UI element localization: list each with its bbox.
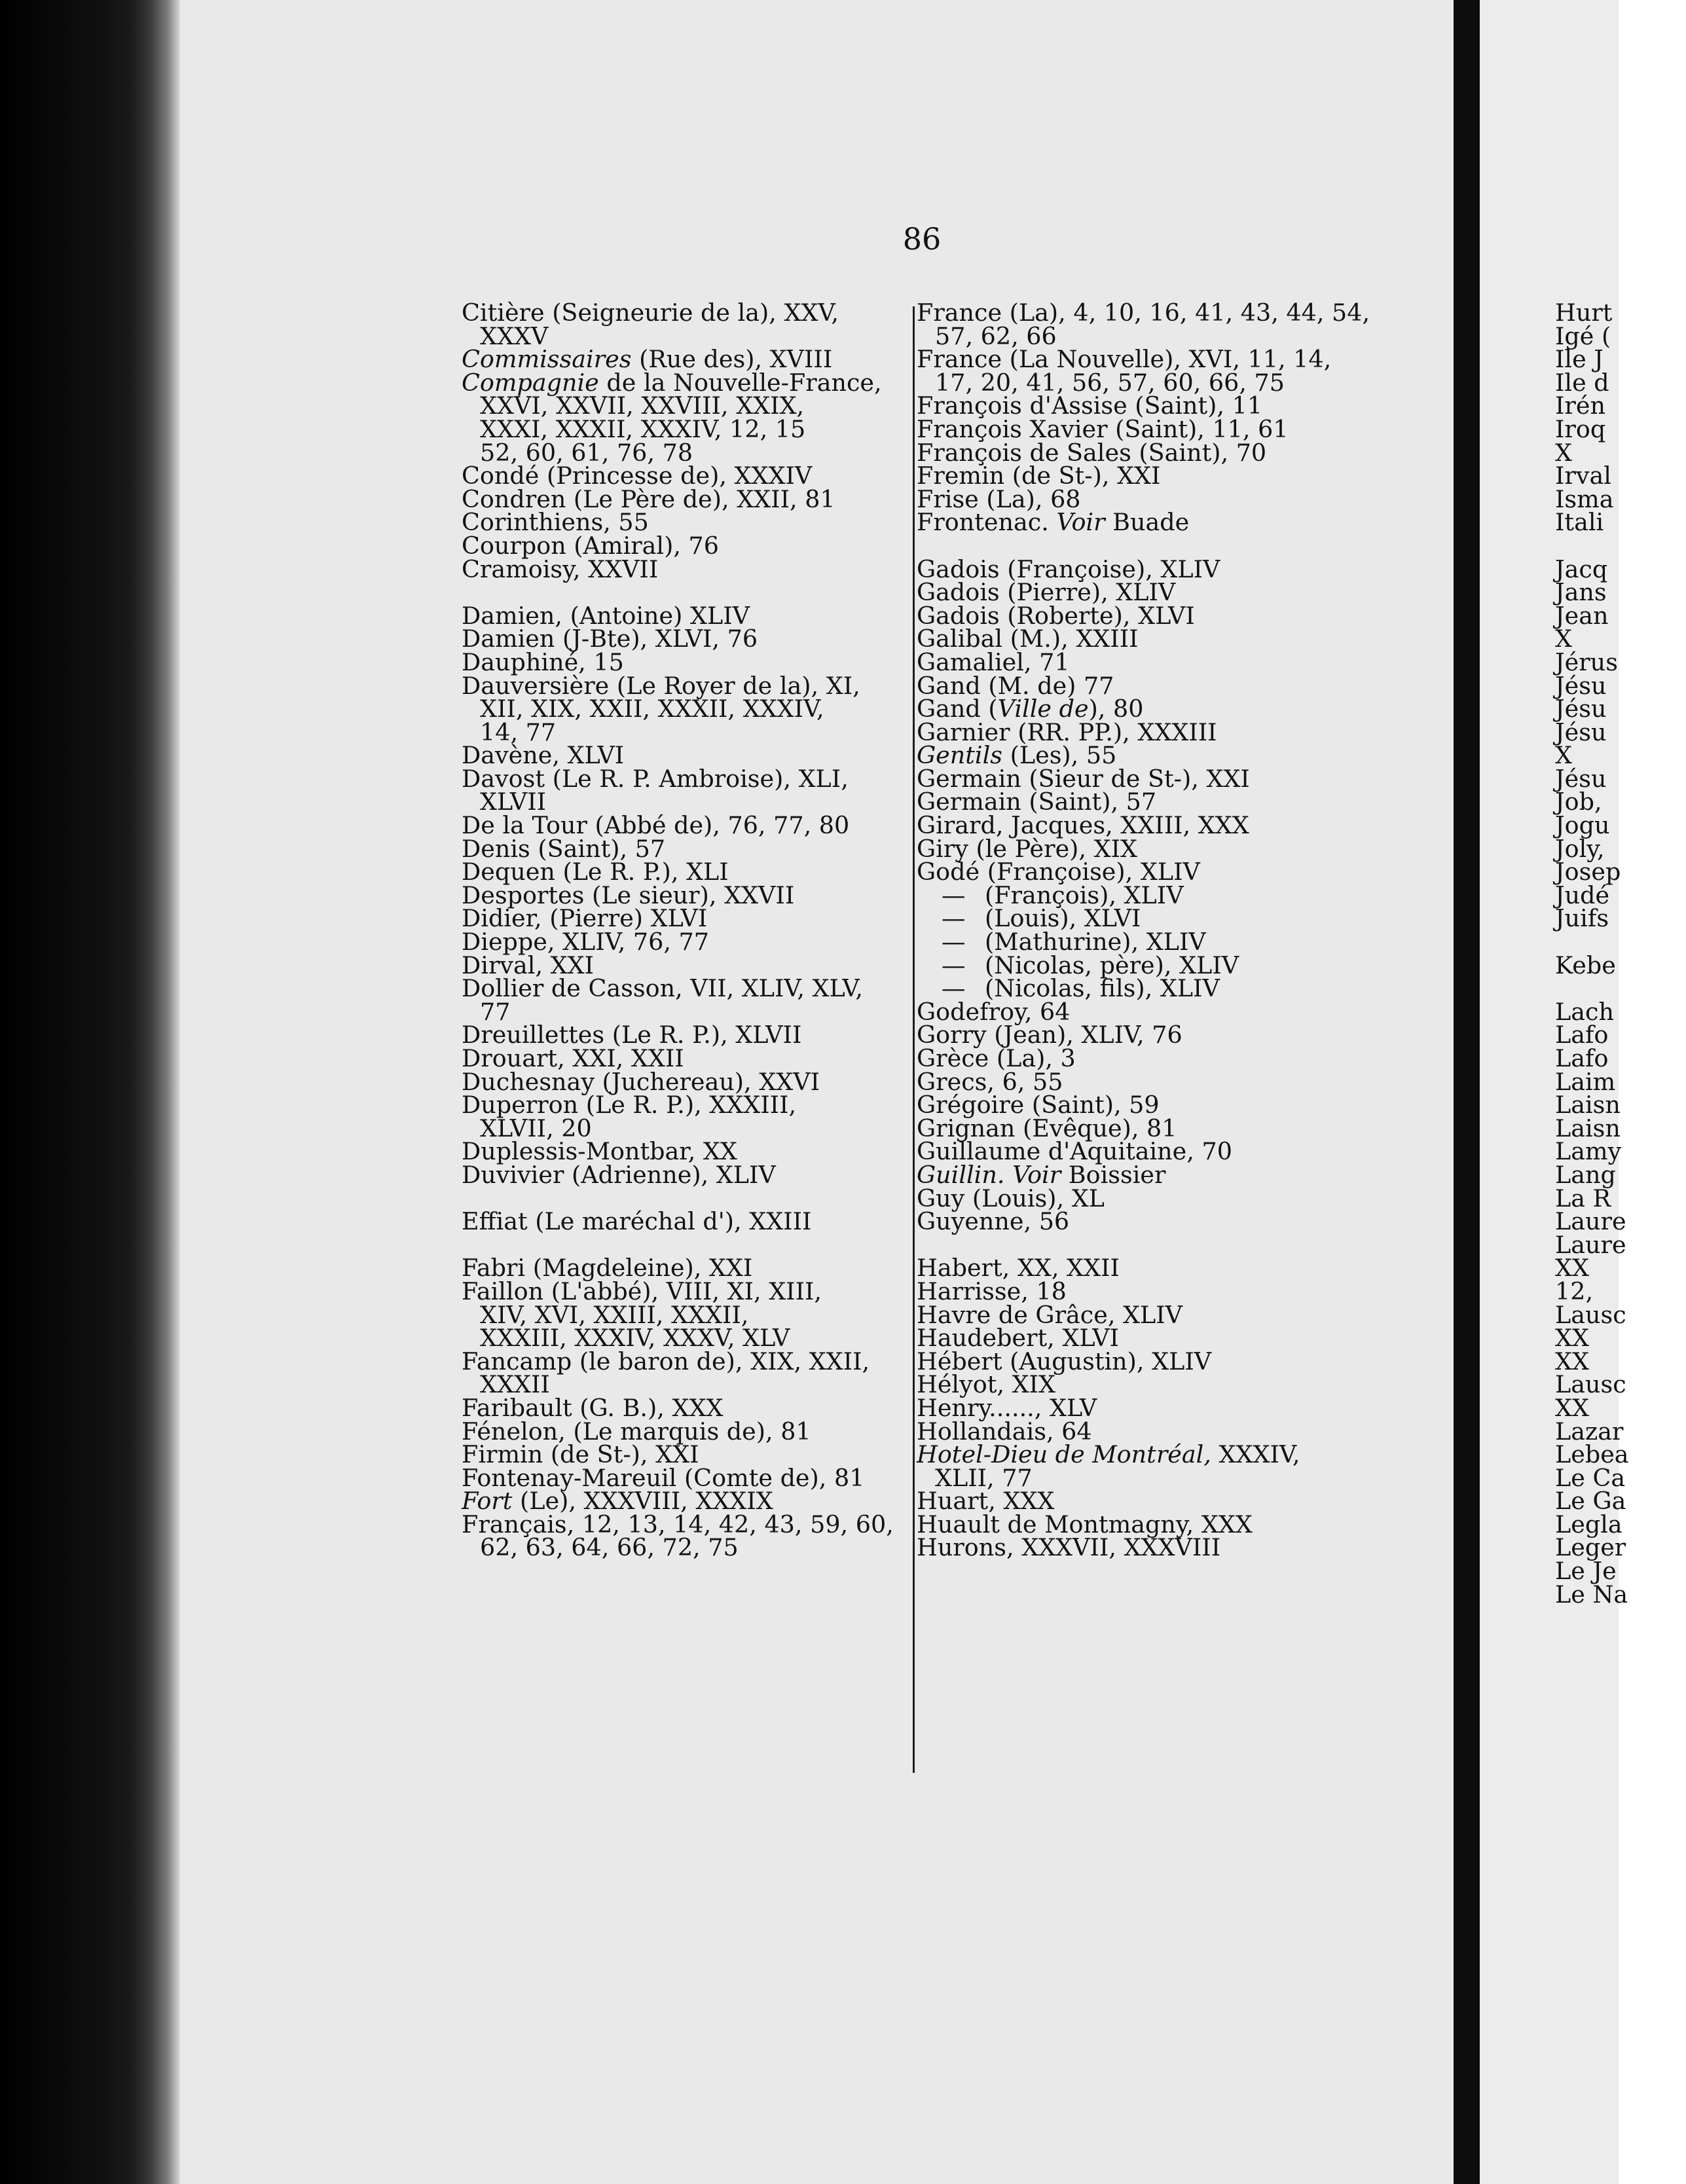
index-entry <box>462 1093 912 1117</box>
index-entry-text: Haudebert, XLVI <box>917 1324 1120 1353</box>
right-column-fragments <box>1555 299 1686 1609</box>
index-entry-text: Courpon (Amiral), 76 <box>462 531 719 560</box>
index-entry-text: Germain (Sieur de St-), XXI <box>917 764 1250 793</box>
scan-left-border <box>0 0 180 2184</box>
scan-gutter <box>1454 0 1480 2184</box>
index-entry <box>462 627 912 651</box>
index-entry-text: Dreuillettes (Le R. P.), XLVII <box>462 1021 802 1049</box>
index-entry <box>462 1254 912 1283</box>
index-entry-continuation <box>462 391 912 420</box>
index-entry-text: Grèce (La), 3 <box>917 1044 1076 1072</box>
adjacent-page-fragment: Job, <box>1555 788 1602 816</box>
index-entry-text: Fénelon, (Le marquis de), 81 <box>462 1417 811 1446</box>
index-entry-text: Gamaliel, 71 <box>917 647 1070 676</box>
adjacent-page-fragment: Hurt <box>1555 299 1613 327</box>
index-entry <box>462 1487 912 1516</box>
index-entry-part: (Les), 55 <box>1002 741 1117 770</box>
blank-line <box>462 1187 912 1210</box>
index-entry-text: (Nicolas, père), XLIV <box>985 951 1239 979</box>
index-entry-continuation <box>462 1300 912 1329</box>
index-entry-text: Condren (Le Père de), XXII, 81 <box>462 484 835 513</box>
index-entry <box>462 764 912 793</box>
adjacent-page-fragment: Jérus <box>1555 647 1618 676</box>
index-entry <box>917 834 1398 863</box>
adjacent-page-fragment: XX <box>1555 1393 1589 1422</box>
index-entry-continuation <box>462 718 912 746</box>
adjacent-page-fragment: Ile d <box>1555 368 1609 397</box>
index-entry <box>462 904 912 933</box>
adjacent-page-fragment: XX <box>1555 1347 1589 1375</box>
index-entry-text: 17, 20, 41, 56, 57, 60, 66, 75 <box>935 368 1285 397</box>
index-entry-part: Gentils <box>917 741 1003 770</box>
ditto-dash: — <box>942 928 966 956</box>
index-entry-text: Duvivier (Adrienne), XLIV <box>462 1160 776 1189</box>
index-entry <box>917 391 1398 420</box>
index-entry-text: Gadois (Françoise), XLIV <box>917 555 1220 583</box>
index-entry-part: Boissier <box>1061 1160 1166 1189</box>
adjacent-page-fragment <box>1555 534 1686 558</box>
index-entry <box>462 1463 912 1492</box>
index-entry <box>462 345 912 374</box>
adjacent-page-fragment: Lausc <box>1555 1300 1626 1329</box>
index-entry-text: Huault de Montmagny, XXX <box>917 1510 1253 1538</box>
adjacent-page-fragment: Itali <box>1555 508 1604 537</box>
index-entry-text: Damien, (Antoine) XLIV <box>462 601 750 630</box>
index-entry-part: (Rue des), XVIII <box>631 345 833 374</box>
index-entry <box>917 1067 1398 1096</box>
index-entry <box>917 1207 1398 1236</box>
index-entry <box>462 1277 912 1305</box>
index-entry-text: XXXV <box>480 321 549 350</box>
index-entry <box>917 951 1398 979</box>
adjacent-page-fragment: Ile J <box>1555 345 1604 374</box>
index-entry-text: Davost (Le R. P. Ambroise), XLI, <box>462 764 849 793</box>
index-entry <box>917 790 1398 814</box>
index-entry <box>917 1487 1398 1516</box>
index-column-middle <box>917 299 1398 1562</box>
index-entry-text: XII, XIX, XXII, XXXII, XXXIV, <box>480 695 824 723</box>
index-entry <box>462 1510 912 1538</box>
adjacent-page-fragment: Le Je <box>1555 1557 1617 1586</box>
index-entry <box>462 1044 912 1072</box>
index-entry-part: Hotel-Dieu de Montréal, <box>917 1440 1211 1469</box>
index-entry-text: Gadois (Pierre), XLIV <box>917 578 1176 607</box>
index-entry-text: Galibal (M.), XXIII <box>917 625 1139 653</box>
index-entry-part: Voir <box>1056 508 1105 537</box>
index-entry-part: (Le), XXXVIII, XXXIX <box>512 1487 773 1516</box>
index-entry-text: Denis (Saint), 57 <box>462 834 666 863</box>
index-entry-text: Condé (Princesse de), XXXIV <box>462 462 813 490</box>
index-entry <box>462 974 912 1003</box>
index-entry-continuation <box>462 697 912 721</box>
index-entry-continuation <box>917 321 1398 350</box>
adjacent-page-fragment: Legla <box>1555 1510 1622 1538</box>
adjacent-page-fragment: XX <box>1555 1324 1589 1353</box>
index-entry <box>917 764 1398 793</box>
adjacent-page-fragment: Lafo <box>1555 1021 1609 1049</box>
index-entry <box>917 1093 1398 1117</box>
index-entry <box>462 860 912 884</box>
index-entry-text: Faillon (L'abbé), VIII, XI, XIII, <box>462 1277 822 1305</box>
index-entry <box>917 1114 1398 1142</box>
index-entry-text: XXVI, XXVII, XXVIII, XXIX, <box>480 391 805 420</box>
adjacent-page-fragment: Laim <box>1555 1067 1616 1096</box>
index-entry-continuation <box>462 1370 912 1399</box>
index-entry-text: Davène, XLVI <box>462 741 625 770</box>
adjacent-page-fragment: Jacq <box>1555 555 1608 583</box>
adjacent-page-fragment: Jésu <box>1555 695 1607 723</box>
adjacent-page-fragment: Jésu <box>1555 671 1607 700</box>
index-entry-text: Citière (Seigneurie de la), XXV, <box>462 299 839 327</box>
index-entry-text: (François), XLIV <box>985 881 1184 909</box>
index-entry-part: Gand ( <box>917 695 998 723</box>
adjacent-page-fragment: Le Ga <box>1555 1487 1626 1516</box>
adjacent-page-fragment: Le Na <box>1555 1580 1628 1609</box>
index-entry <box>462 1023 912 1047</box>
index-entry <box>917 414 1398 443</box>
adjacent-page-fragment: Jésu <box>1555 718 1607 746</box>
index-entry-text: Effiat (Le maréchal d'), XXIII <box>462 1207 812 1236</box>
index-entry <box>917 484 1398 513</box>
index-entry-text: Drouart, XXI, XXII <box>462 1044 684 1072</box>
index-entry <box>917 1370 1398 1399</box>
adjacent-page-fragment: Jean <box>1555 601 1609 630</box>
adjacent-page-fragment: Jans <box>1555 578 1607 607</box>
index-entry <box>462 484 912 513</box>
index-entry-text: Faribault (G. B.), XXX <box>462 1393 724 1422</box>
index-entry-continuation <box>462 321 912 350</box>
index-entry <box>917 1533 1398 1562</box>
index-entry <box>917 1044 1398 1072</box>
adjacent-page-fragment: Lebea <box>1555 1440 1629 1469</box>
index-entry-text: 52, 60, 61, 76, 78 <box>480 438 693 467</box>
index-entry-text: De la Tour (Abbé de), 76, 77, 80 <box>462 811 850 840</box>
index-entry <box>917 811 1398 840</box>
index-entry <box>917 345 1398 374</box>
index-entry-text: Giry (le Père), XIX <box>917 834 1138 863</box>
index-entry-continuation <box>462 438 912 467</box>
index-entry-text: Huart, XXX <box>917 1487 1055 1516</box>
adjacent-page-fragment: Lach <box>1555 997 1614 1026</box>
index-entry-text: Habert, XX, XXII <box>917 1254 1120 1283</box>
index-entry-text: Corinthiens, 55 <box>462 508 649 537</box>
ditto-dash: — <box>942 974 966 1003</box>
adjacent-page-fragment: Leger <box>1555 1533 1626 1562</box>
index-entry <box>917 671 1398 700</box>
index-entry-text: Dauversière (Le Royer de la), XI, <box>462 671 860 700</box>
index-entry <box>917 627 1398 651</box>
index-entry-text: Grignan (Evêque), 81 <box>917 1114 1177 1142</box>
index-entry <box>462 1440 912 1469</box>
index-entry-text: Dirval, XXI <box>462 951 595 979</box>
adjacent-page-fragment: Lamy <box>1555 1137 1622 1166</box>
blank-line <box>917 1233 1398 1257</box>
adjacent-page-fragment: Lang <box>1555 1160 1616 1189</box>
index-entry <box>917 301 1398 325</box>
adjacent-page-fragment: X <box>1555 741 1572 770</box>
index-entry <box>917 1023 1398 1047</box>
index-entry <box>462 951 912 979</box>
blank-line <box>917 534 1398 558</box>
index-entry-text: France (La Nouvelle), XVI, 11, 14, <box>917 345 1332 374</box>
index-entry <box>462 601 912 630</box>
index-entry-text: Gorry (Jean), XLIV, 76 <box>917 1021 1182 1049</box>
adjacent-page-fragment: Jésu <box>1555 764 1607 793</box>
index-entry <box>917 881 1398 909</box>
index-entry <box>917 930 1398 954</box>
index-entry <box>462 301 912 325</box>
index-entry <box>462 1067 912 1096</box>
index-entry-text: 14, 77 <box>480 718 557 746</box>
index-entry <box>917 1393 1398 1422</box>
index-entry-text: Havre de Grâce, XLIV <box>917 1300 1183 1329</box>
adjacent-page-fragment: Laure <box>1555 1230 1626 1259</box>
index-entry <box>462 1137 912 1166</box>
index-entry-part: XXXIV, <box>1211 1440 1300 1469</box>
index-entry <box>462 930 912 954</box>
index-entry <box>917 860 1398 884</box>
index-entry <box>917 578 1398 607</box>
index-entry-text: Firmin (de St-), XXI <box>462 1440 699 1469</box>
index-entry-continuation <box>917 368 1398 397</box>
adjacent-page-fragment: Laisn <box>1555 1091 1621 1119</box>
blank-line <box>462 1233 912 1257</box>
adjacent-page-fragment: Irval <box>1555 462 1611 490</box>
index-entry-text: XXXII <box>480 1370 550 1399</box>
ditto-dash: — <box>942 881 966 909</box>
index-entry-text: Dieppe, XLIV, 76, 77 <box>462 928 709 956</box>
index-entry <box>917 1184 1398 1212</box>
index-entry <box>917 741 1398 770</box>
index-entry <box>917 974 1398 1003</box>
index-entry <box>917 555 1398 583</box>
adjacent-page-fragment: Laure <box>1555 1207 1626 1236</box>
index-entry <box>917 1160 1398 1189</box>
index-entry-text: Godé (Françoise), XLIV <box>917 858 1200 886</box>
index-entry-part: Fort <box>462 1487 513 1516</box>
adjacent-page-fragment: Kebe <box>1555 951 1616 979</box>
index-entry-text: Guillaume d'Aquitaine, 70 <box>917 1137 1232 1166</box>
adjacent-page-fragment: 12, <box>1555 1277 1594 1305</box>
index-entry <box>917 1417 1398 1446</box>
index-entry-text: Henry......, XLV <box>917 1393 1097 1422</box>
index-entry-part: Guillin. Voir <box>917 1160 1061 1189</box>
index-entry-text: Godefroy, 64 <box>917 997 1071 1026</box>
ditto-dash: — <box>942 951 966 979</box>
index-entry <box>917 601 1398 630</box>
index-entry-text: 62, 63, 64, 66, 72, 75 <box>480 1533 739 1562</box>
index-entry-text: XLVII, 20 <box>480 1114 592 1142</box>
index-entry <box>917 464 1398 488</box>
index-entry-part: Compagnie <box>462 368 599 397</box>
index-entry-part: Frontenac. <box>917 508 1057 537</box>
index-entry-text: François Xavier (Saint), 11, 61 <box>917 414 1289 443</box>
index-entry-text: Duperron (Le R. P.), XXXIII, <box>462 1091 797 1119</box>
adjacent-page-fragment: Laisn <box>1555 1114 1621 1142</box>
adjacent-page-fragment: X <box>1555 438 1572 467</box>
adjacent-page-fragment: Lafo <box>1555 1044 1609 1072</box>
index-entry-text: Cramoisy, XXVII <box>462 555 659 583</box>
index-entry-text: Didier, (Pierre) XLVI <box>462 904 708 933</box>
index-entry <box>462 671 912 700</box>
index-entry-text: 77 <box>480 997 511 1026</box>
index-entry <box>462 1207 912 1236</box>
index-entry <box>917 697 1398 721</box>
index-entry-text: Grecs, 6, 55 <box>917 1067 1063 1096</box>
adjacent-page-fragment: Iroq <box>1555 414 1606 443</box>
adjacent-page-fragment <box>1555 977 1686 1000</box>
index-entry-text: Frise (La), 68 <box>917 484 1081 513</box>
index-entry-text: XLII, 77 <box>935 1463 1033 1492</box>
index-entry-text: Dollier de Casson, VII, XLIV, XLV, <box>462 974 864 1003</box>
index-entry-continuation <box>462 997 912 1026</box>
index-entry-text: Desportes (Le sieur), XXVII <box>462 881 795 909</box>
index-entry <box>462 1160 912 1189</box>
adjacent-page-fragment: Juifs <box>1555 904 1609 933</box>
index-entry <box>462 368 912 397</box>
index-column-left <box>462 299 912 1562</box>
index-entry-text: Dequen (Le R. P.), XLI <box>462 858 729 886</box>
index-entry-text: XLVII <box>480 788 547 816</box>
adjacent-page-fragment: X <box>1555 625 1572 653</box>
index-entry-text: Fremin (de St-), XXI <box>917 462 1161 490</box>
index-entry-continuation <box>462 790 912 814</box>
index-entry <box>917 1277 1398 1305</box>
index-entry-continuation <box>462 1324 912 1353</box>
index-entry <box>917 438 1398 467</box>
index-entry-text: François de Sales (Saint), 70 <box>917 438 1267 467</box>
index-entry-text: Hébert (Augustin), XLIV <box>917 1347 1212 1375</box>
index-entry-text: Grégoire (Saint), 59 <box>917 1091 1160 1119</box>
index-entry-text: Français, 12, 13, 14, 42, 43, 59, 60, <box>462 1510 894 1538</box>
adjacent-page-fragment: Joly, <box>1555 834 1605 863</box>
index-entry-continuation <box>462 1114 912 1142</box>
index-entry-text: XXXI, XXXII, XXXIV, 12, 15 <box>480 414 806 443</box>
index-entry <box>462 881 912 909</box>
index-entry-text: Girard, Jacques, XXIII, XXX <box>917 811 1249 840</box>
index-entry <box>917 508 1398 537</box>
ditto-dash: — <box>942 904 966 933</box>
index-entry-part: Commissaires <box>462 345 632 374</box>
index-entry <box>462 834 912 863</box>
adjacent-page-fragment: Josep <box>1555 858 1621 886</box>
index-entry <box>917 1510 1398 1538</box>
index-entry-text: Gadois (Roberte), XLVI <box>917 601 1195 630</box>
adjacent-page-fragment: Judé <box>1555 881 1610 909</box>
index-entry-continuation <box>462 1533 912 1562</box>
index-entry <box>462 811 912 840</box>
index-entry-text: (Mathurine), XLIV <box>985 928 1206 956</box>
index-entry-text: Fontenay-Mareuil (Comte de), 81 <box>462 1463 865 1492</box>
index-entry-part: Buade <box>1105 508 1190 537</box>
index-entry <box>917 647 1398 676</box>
index-entry-text: 57, 62, 66 <box>935 321 1057 350</box>
index-entry-continuation <box>917 1463 1398 1492</box>
column-divider <box>913 306 915 1773</box>
index-entry-text: Fancamp (le baron de), XIX, XXII, <box>462 1347 870 1375</box>
adjacent-page-fragment: Jogu <box>1555 811 1610 840</box>
index-entry <box>462 464 912 488</box>
index-entry-text: Dauphiné, 15 <box>462 647 624 676</box>
index-entry <box>462 555 912 583</box>
index-entry-text: Guy (Louis), XL <box>917 1184 1105 1212</box>
index-entry-text: François d'Assise (Saint), 11 <box>917 391 1263 420</box>
index-entry-text: Damien (J-Bte), XLVI, 76 <box>462 625 758 653</box>
adjacent-page-fragment <box>1555 930 1686 954</box>
index-entry <box>462 741 912 770</box>
index-entry-text: Germain (Saint), 57 <box>917 788 1157 816</box>
index-entry-part: ), 80 <box>1088 695 1144 723</box>
index-entry <box>462 1393 912 1422</box>
index-entry-text: Guyenne, 56 <box>917 1207 1070 1236</box>
index-entry <box>462 647 912 676</box>
index-entry-text: Fabri (Magdeleine), XXI <box>462 1254 753 1283</box>
index-entry <box>917 718 1398 746</box>
index-entry <box>462 1347 912 1375</box>
index-entry-part: de la Nouvelle-France, <box>598 368 882 397</box>
index-entry <box>917 1347 1398 1375</box>
index-entry-text: Hélyot, XIX <box>917 1370 1055 1399</box>
index-entry <box>917 1254 1398 1283</box>
blank-line <box>462 581 912 604</box>
index-entry <box>462 1417 912 1446</box>
index-entry-text: (Louis), XLVI <box>985 904 1141 933</box>
adjacent-page <box>1480 0 1629 2184</box>
adjacent-page-fragment: XX <box>1555 1254 1589 1283</box>
index-entry-text: Harrisse, 18 <box>917 1277 1067 1305</box>
index-entry-text: XXXIII, XXXIV, XXXV, XLV <box>480 1324 790 1353</box>
adjacent-page-fragment: Igé ( <box>1555 321 1611 350</box>
index-entry-text: Gand (M. de) 77 <box>917 671 1114 700</box>
index-entry <box>917 1440 1398 1469</box>
index-entry <box>917 997 1398 1026</box>
adjacent-page-fragment: Lausc <box>1555 1370 1626 1399</box>
index-entry <box>917 1137 1398 1166</box>
index-entry-text: Hollandais, 64 <box>917 1417 1092 1446</box>
page-number: 86 <box>902 221 942 257</box>
index-entry <box>462 508 912 537</box>
index-entry-text: Garnier (RR. PP.), XXXIII <box>917 718 1217 746</box>
adjacent-page-fragment: Le Ca <box>1555 1463 1626 1492</box>
index-entry-part: Ville de <box>997 695 1089 723</box>
index-entry-continuation <box>462 414 912 443</box>
index-entry <box>917 1324 1398 1353</box>
adjacent-page-fragment: Isma <box>1555 484 1614 513</box>
index-entry <box>917 904 1398 933</box>
index-entry-text: XIV, XVI, XXIII, XXXII, <box>480 1300 749 1329</box>
index-entry-text: Duchesnay (Juchereau), XXVI <box>462 1067 820 1096</box>
index-entry-text: France (La), 4, 10, 16, 41, 43, 44, 54, <box>917 299 1370 327</box>
adjacent-page-fragment: Lazar <box>1555 1417 1624 1446</box>
index-entry-text: Duplessis-Montbar, XX <box>462 1137 737 1166</box>
index-entry <box>917 1300 1398 1329</box>
index-entry-text: Hurons, XXXVII, XXXVIII <box>917 1533 1221 1562</box>
adjacent-page-fragment: Irén <box>1555 391 1605 420</box>
adjacent-page-fragment: La R <box>1555 1184 1611 1212</box>
index-entry-text: (Nicolas, fils), XLIV <box>985 974 1220 1003</box>
index-entry <box>462 531 912 560</box>
